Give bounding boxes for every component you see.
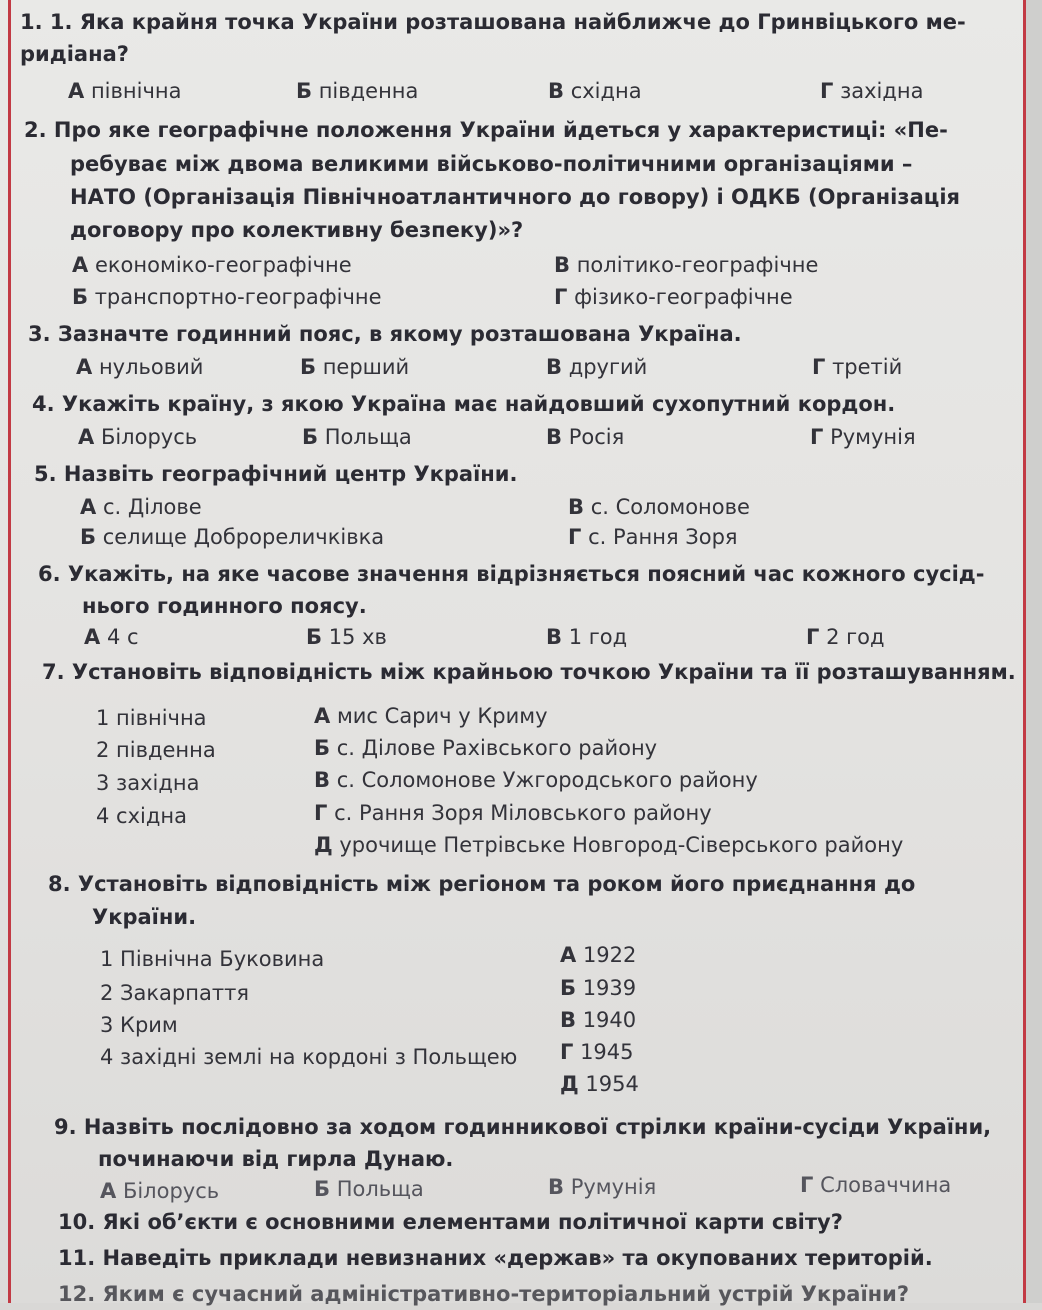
q2-option-b: Б транспортно-географічне xyxy=(72,285,382,309)
q7-right-d: Д урочище Петрівське Новгород-Сіверського району xyxy=(314,833,904,857)
q8-right-g: Г 1945 xyxy=(560,1040,634,1064)
q6-option-d: Г 2 год xyxy=(806,625,885,649)
q7-right-g: Г с. Рання Зоря Міловського району xyxy=(314,801,712,825)
q5-option-b: Б селище Доброреличківка xyxy=(80,525,385,549)
q1-option-d: Г західна xyxy=(820,79,924,103)
q4-option-b: Б Польща xyxy=(302,425,412,449)
q4-option-c: В Росія xyxy=(546,425,625,449)
q2-option-v: В політико-географічне xyxy=(554,253,819,277)
q9-option-d: Г Словаччина xyxy=(800,1173,952,1197)
q8-left-2: 2 Закарпаття xyxy=(100,981,249,1005)
q9-option-c: В Румунія xyxy=(548,1175,657,1199)
question-12: 12. Яким є сучасний адміністративно-територіальний устрій України? xyxy=(58,1282,910,1306)
q1-option-b: Б південна xyxy=(296,79,419,103)
question-9-line-1: 9. Назвіть послідовно за ходом годинникової стрілки країни-сусіди України, xyxy=(54,1115,992,1139)
q6-option-c: В 1 год xyxy=(546,625,628,649)
question-6-line-2: нього годинного поясу. xyxy=(82,594,367,618)
question-9-line-2: починаючи від гирла Дунаю. xyxy=(98,1147,454,1171)
question-2-line-3: НАТО (Організація Північноатлантичного до говору) і ОДКБ (Організація xyxy=(70,185,960,209)
question-5: 5. Назвіть географічний центр України. xyxy=(34,462,518,486)
question-7: 7. Установіть відповідність між крайньою точкою України та її розташуванням. xyxy=(42,660,1016,684)
q2-option-g: Г фізико-географічне xyxy=(554,285,793,309)
q8-right-d: Д 1954 xyxy=(560,1072,639,1096)
q3-option-d: Г третій xyxy=(812,355,903,379)
q7-right-a: А мис Сарич у Криму xyxy=(314,704,548,728)
q7-left-2: 2 південна xyxy=(96,738,216,762)
q7-left-4: 4 східна xyxy=(96,804,187,828)
q6-option-b: Б 15 хв xyxy=(306,625,387,649)
q8-left-4: 4 західні землі на кордоні з Польщею xyxy=(100,1045,518,1069)
q2-option-a: А економіко-географічне xyxy=(72,253,352,277)
q7-right-b: Б с. Ділове Рахівського району xyxy=(314,736,658,760)
question-2-line-1: 2. Про яке географічне положення України йдеться у характеристиці: «Пе- xyxy=(24,118,948,142)
q8-right-b: Б 1939 xyxy=(560,976,637,1000)
q6-option-a: А 4 с xyxy=(84,625,139,649)
left-red-margin-line xyxy=(8,0,11,1303)
q8-left-3: 3 Крим xyxy=(100,1013,178,1037)
q1-option-a: А північна xyxy=(68,79,182,103)
question-2-line-2: ребуває між двома великими військово-політичними організаціями – xyxy=(70,152,913,176)
question-4: 4. Укажіть країну, з якою Україна має найдовший сухопутний кордон. xyxy=(32,392,896,416)
q4-option-a: А Білорусь xyxy=(78,425,198,449)
question-11: 11. Наведіть приклади невизнаних «держав» та окупованих територій. xyxy=(58,1246,933,1270)
q9-option-b: Б Польща xyxy=(314,1177,424,1201)
question-8-line-1: 8. Установіть відповідність між регіоном та роком його приєднання до xyxy=(48,872,916,896)
question-10: 10. Які об’єкти є основними елементами політичної карти світу? xyxy=(58,1210,843,1234)
q9-option-a: А Білорусь xyxy=(100,1179,220,1203)
q3-option-c: В другий xyxy=(546,355,648,379)
question-8-line-2: України. xyxy=(92,905,197,929)
q8-right-v: В 1940 xyxy=(560,1008,637,1032)
q7-right-v: В с. Соломонове Ужгородського району xyxy=(314,768,758,792)
q8-left-1: 1 Північна Буковина xyxy=(100,947,325,971)
question-3: 3. Зазначте годинний пояс, в якому розташована Україна. xyxy=(28,322,742,346)
q3-option-a: А нульовий xyxy=(76,355,204,379)
q5-option-v: В с. Соломонове xyxy=(568,495,750,519)
q5-option-a: А с. Ділове xyxy=(80,495,202,519)
question-2-line-4: договору про колективну безпеку)»? xyxy=(70,218,524,242)
q8-right-a: А 1922 xyxy=(560,943,637,967)
question-6-line-1: 6. Укажіть, на яке часове значення відрізняється поясний час кожного сусід- xyxy=(38,562,985,586)
q3-option-b: Б перший xyxy=(300,355,410,379)
page-edge xyxy=(1026,0,1042,1303)
q4-option-d: Г Румунія xyxy=(810,425,916,449)
question-1-line-1: 1. 1. Яка крайня точка України розташована найближче до Гринвіцького ме- xyxy=(20,10,966,34)
q7-left-3: 3 західна xyxy=(96,771,200,795)
question-1-line-2: ридіана? xyxy=(20,42,129,66)
q1-option-c: В східна xyxy=(548,79,642,103)
q7-left-1: 1 північна xyxy=(96,706,207,730)
q5-option-g: Г с. Рання Зоря xyxy=(568,525,738,549)
